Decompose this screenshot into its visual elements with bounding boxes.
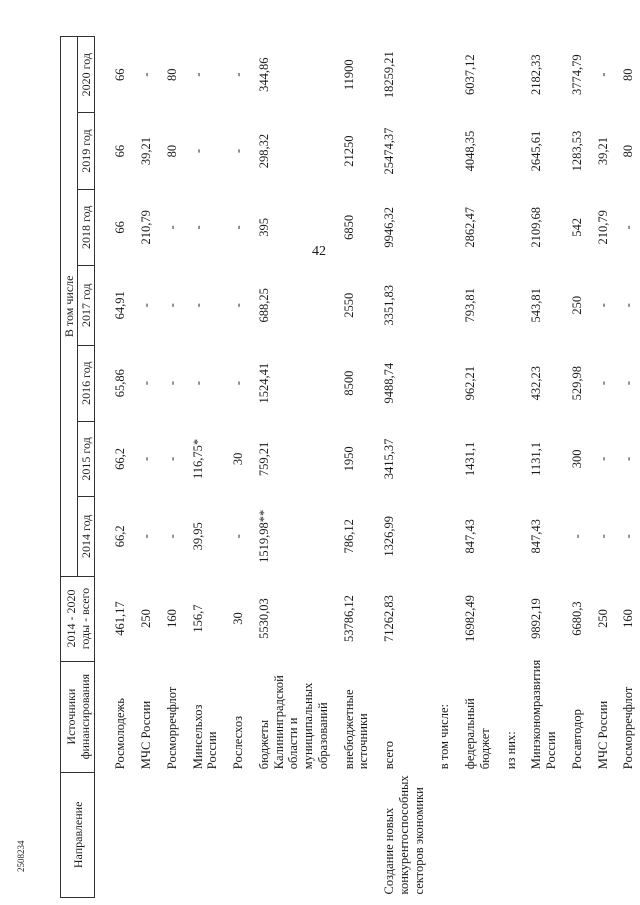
- total-cell: 250: [139, 609, 154, 628]
- source-cell: федеральный бюджет: [463, 698, 492, 770]
- table-row: [190, 37, 231, 898]
- table-row: [620, 37, 640, 898]
- direction-cell: [436, 772, 462, 897]
- year-value-cell: 1431,1: [463, 441, 478, 477]
- year-value-cell: [436, 497, 462, 577]
- year-value-cell: [503, 497, 529, 577]
- table-row: [381, 37, 436, 898]
- year-value-cell: [503, 421, 529, 496]
- year-value-cell: 80: [164, 68, 179, 81]
- year-value-cell: 66,2: [113, 447, 128, 470]
- year-value-cell: 759,21: [256, 441, 271, 477]
- year-value-cell: [503, 189, 529, 265]
- direction-cell: [256, 772, 341, 897]
- header-year: 2019 год: [78, 113, 95, 189]
- year-value-cell: -: [621, 225, 636, 230]
- year-value-cell: 66: [113, 68, 128, 81]
- year-value-cell: 793,81: [463, 288, 478, 323]
- year-value-cell: [503, 345, 529, 421]
- year-value-cell: -: [190, 225, 205, 230]
- year-value-cell: [503, 265, 529, 345]
- total-cell: 160: [621, 609, 636, 628]
- year-value-cell: -: [595, 534, 610, 539]
- year-value-cell: -: [139, 72, 154, 77]
- direction-cell: [528, 772, 569, 897]
- year-value-cell: -: [139, 456, 154, 461]
- year-value-cell: -: [621, 381, 636, 386]
- header-year: 2018 год: [78, 189, 95, 265]
- table-row: [462, 37, 503, 898]
- document-code: 2508234: [16, 840, 26, 872]
- table-row: [503, 37, 529, 898]
- year-value-cell: 3351,83: [382, 284, 397, 326]
- header-total: 2014 - 2020 годы - всего: [61, 576, 95, 661]
- year-value-cell: 6037,12: [463, 54, 478, 96]
- table-row: [341, 37, 382, 898]
- header-direction: Направление: [61, 772, 95, 897]
- financing-table-sheet: [60, 36, 636, 898]
- year-value-cell: [436, 189, 462, 265]
- table-body: [95, 37, 640, 898]
- year-value-cell: 39,95: [190, 522, 205, 551]
- year-value-cell: -: [595, 303, 610, 308]
- table-row: [230, 37, 256, 898]
- year-value-cell: 210,79: [595, 210, 610, 245]
- year-value-cell: [436, 421, 462, 496]
- year-value-cell: 8500: [341, 370, 356, 396]
- year-value-cell: 847,43: [463, 519, 478, 554]
- year-value-cell: 66,2: [113, 525, 128, 548]
- header-year: 2020 год: [78, 37, 95, 113]
- source-cell: Рослесхоз: [231, 715, 246, 770]
- year-value-cell: 786,12: [341, 519, 356, 554]
- header-year: 2016 год: [78, 345, 95, 421]
- year-value-cell: -: [231, 225, 246, 230]
- year-value-cell: 210,79: [139, 210, 154, 245]
- table-row: [528, 37, 569, 898]
- total-cell: 9892,19: [529, 598, 544, 639]
- financing-table: [60, 36, 640, 898]
- direction-cell: [164, 772, 190, 897]
- year-value-cell: -: [595, 456, 610, 461]
- year-value-cell: -: [190, 148, 205, 154]
- header-year: 2017 год: [78, 265, 95, 345]
- header-row-top: [61, 37, 78, 898]
- year-value-cell: 80: [621, 68, 636, 81]
- source-cell: МЧС России: [595, 700, 610, 770]
- year-value-cell: 1950: [341, 446, 356, 472]
- table-row: [569, 37, 595, 898]
- year-value-cell: 298,32: [256, 133, 271, 169]
- total-cell: 71262,83: [382, 595, 397, 642]
- year-value-cell: -: [621, 303, 636, 308]
- year-value-cell: -: [139, 381, 154, 386]
- year-value-cell: 300: [569, 449, 584, 469]
- year-value-cell: [436, 345, 462, 421]
- year-value-cell: 2109,68: [529, 207, 544, 248]
- year-value-cell: 80: [621, 144, 636, 158]
- year-value-cell: 39,21: [595, 137, 610, 166]
- year-value-cell: 1326,99: [382, 515, 397, 557]
- table-row: [436, 37, 462, 898]
- total-cell: 16982,49: [463, 595, 478, 642]
- year-value-cell: 542: [569, 217, 584, 237]
- year-value-cell: 543,81: [529, 288, 544, 323]
- year-value-cell: -: [190, 303, 205, 308]
- year-value-cell: [436, 37, 462, 113]
- direction-cell: [230, 772, 256, 897]
- year-value-cell: 116,75*: [190, 438, 205, 479]
- total-cell: [436, 576, 462, 661]
- source-cell: всего: [382, 741, 397, 770]
- source-cell: Росморречфлот: [621, 686, 636, 770]
- year-value-cell: -: [190, 381, 205, 386]
- year-value-cell: 1519,98**: [256, 509, 271, 563]
- source-cell: в том числе:: [437, 704, 452, 770]
- source-cell: Минсельхоз России: [190, 704, 220, 770]
- source-cell: МЧС России: [139, 700, 154, 770]
- page-number: 42: [312, 244, 326, 259]
- header-including: В том числе: [61, 37, 78, 577]
- year-value-cell: 250: [569, 295, 584, 315]
- direction-cell: [595, 772, 621, 897]
- total-cell: 156,7: [190, 604, 205, 633]
- source-cell: из них:: [503, 731, 518, 770]
- header-year: 2015 год: [78, 421, 95, 496]
- year-value-cell: 1283,53: [569, 130, 584, 172]
- year-value-cell: 2550: [341, 292, 356, 318]
- total-cell: 461,17: [113, 601, 128, 636]
- year-value-cell: -: [569, 534, 584, 539]
- table-row: [164, 37, 190, 898]
- direction-cell: Создание новых конкурентоспособных секторов экономики: [382, 775, 426, 895]
- total-cell: 5530,03: [256, 598, 271, 639]
- year-value-cell: -: [231, 381, 246, 386]
- direction-cell: [462, 772, 503, 897]
- year-value-cell: 30: [231, 452, 246, 466]
- direction-cell: [503, 772, 529, 897]
- year-value-cell: -: [164, 534, 179, 539]
- year-value-cell: 2645,61: [529, 130, 544, 172]
- year-value-cell: 3415,37: [382, 438, 397, 480]
- year-value-cell: 847,43: [529, 519, 544, 554]
- year-value-cell: 4048,35: [463, 130, 478, 172]
- year-value-cell: -: [231, 72, 246, 77]
- source-cell: Минэкономразвития России: [529, 659, 559, 770]
- year-value-cell: -: [231, 148, 246, 154]
- year-value-cell: -: [139, 534, 154, 539]
- direction-cell: [190, 772, 231, 897]
- direction-cell: [620, 772, 640, 897]
- year-value-cell: 3774,79: [569, 54, 584, 96]
- source-cell: Росморречфлот: [164, 686, 179, 770]
- year-value-cell: 18259,21: [382, 51, 397, 99]
- year-value-cell: [436, 113, 462, 189]
- year-value-cell: 39,21: [139, 137, 154, 166]
- year-value-cell: -: [139, 303, 154, 308]
- year-value-cell: 1524,41: [256, 362, 271, 404]
- year-value-cell: 11900: [341, 59, 356, 91]
- header-source: Источники финансирования: [61, 661, 95, 772]
- year-value-cell: -: [190, 72, 205, 77]
- source-cell: внебюджетные источники: [341, 689, 371, 770]
- year-value-cell: -: [164, 225, 179, 230]
- year-value-cell: -: [621, 456, 636, 461]
- year-value-cell: -: [164, 381, 179, 386]
- year-value-cell: -: [231, 534, 246, 539]
- year-value-cell: 66: [113, 144, 128, 158]
- year-value-cell: -: [164, 303, 179, 308]
- table-row: [256, 37, 341, 898]
- table-row: [95, 37, 138, 898]
- year-value-cell: 64,91: [113, 291, 128, 320]
- year-value-cell: 688,25: [256, 288, 271, 323]
- year-value-cell: -: [621, 534, 636, 539]
- year-value-cell: 6850: [341, 214, 356, 240]
- year-value-cell: 80: [164, 144, 179, 158]
- year-value-cell: 9946,32: [382, 207, 397, 248]
- direction-cell: [569, 772, 595, 897]
- header-year: 2014 год: [78, 497, 95, 577]
- table-row: [595, 37, 621, 898]
- year-value-cell: 2182,33: [529, 54, 544, 96]
- year-value-cell: 395: [256, 217, 271, 237]
- year-value-cell: [436, 265, 462, 345]
- year-value-cell: 21250: [341, 135, 356, 167]
- total-cell: 30: [231, 612, 246, 625]
- total-cell: [503, 576, 529, 661]
- year-value-cell: 529,98: [569, 365, 584, 401]
- year-value-cell: -: [595, 381, 610, 386]
- direction-cell: [138, 772, 164, 897]
- year-value-cell: 962,21: [463, 365, 478, 401]
- year-value-cell: -: [164, 456, 179, 461]
- total-cell: 53786,12: [341, 595, 356, 642]
- direction-cell: [95, 772, 138, 897]
- year-value-cell: -: [231, 303, 246, 308]
- source-cell: бюджеты Калининградской области и муниципальных образований: [256, 675, 330, 770]
- year-value-cell: 66: [113, 221, 128, 234]
- year-value-cell: 9488,74: [382, 362, 397, 404]
- year-value-cell: [503, 113, 529, 189]
- year-value-cell: 432,23: [529, 365, 544, 401]
- source-cell: Росавтодор: [569, 709, 584, 770]
- table-row: [138, 37, 164, 898]
- year-value-cell: [503, 37, 529, 113]
- total-cell: 6680,3: [569, 601, 584, 636]
- year-value-cell: 65,86: [113, 369, 128, 398]
- year-value-cell: 25474,37: [382, 127, 397, 175]
- direction-cell: [341, 772, 382, 897]
- year-value-cell: -: [595, 72, 610, 77]
- year-value-cell: 2862,47: [463, 207, 478, 248]
- year-value-cell: 344,86: [256, 57, 271, 92]
- total-cell: 160: [164, 609, 179, 628]
- total-cell: 250: [595, 609, 610, 628]
- source-cell: Росмолодежь: [113, 698, 128, 770]
- year-value-cell: 1131,1: [529, 441, 544, 476]
